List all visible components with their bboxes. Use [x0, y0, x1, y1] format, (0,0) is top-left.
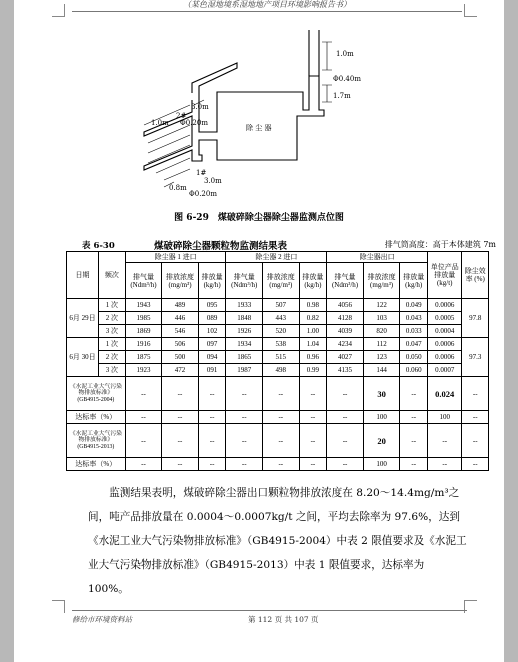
header-outlet: 除尘器出口	[327, 252, 428, 263]
header-conc: 排放浓度 (mg/m³)	[162, 263, 199, 299]
label-upper-left: 1.0m	[151, 119, 169, 127]
table-row: 2 次 1875 500 094 1865 515 0.96 4027 123 0.050 0.0006	[67, 351, 489, 364]
document-page	[14, 0, 504, 662]
table-title: 煤破碎除尘器颗粒物监测结果表	[154, 241, 288, 252]
compliance-row: 达标率（%） -- -- -- -- -- -- -- 100 -- 100 --	[67, 411, 489, 424]
label-diam-top: Φ0.40m	[333, 75, 361, 83]
header-date: 日期	[67, 252, 99, 299]
label-point-1: 1#	[196, 169, 207, 177]
table-number: 表 6-30	[82, 241, 115, 251]
header-inlet-2: 除尘器 2 进口	[226, 252, 327, 263]
page-footer	[72, 610, 467, 624]
header-flow: 排气量 (Ndm³/h)	[125, 263, 162, 299]
standard-row-2004: 《水泥工业大气污染物排放标准》(GB4915-2004) -- -- -- -- -- -- -- 30 -- 0.024 --	[67, 377, 489, 411]
header-rate: 排放量 (kg/h)	[198, 263, 226, 299]
table-row: 2 次 1985 446 089 1848 443 0.82 4128 103 0.043 0.0005	[67, 312, 489, 325]
dimension-lines	[164, 42, 332, 187]
header-rate: 排放量 (kg/h)	[400, 263, 428, 299]
label-lower-left: 0.8m	[169, 184, 187, 192]
monitoring-results-table	[66, 251, 489, 471]
conclusion-paragraph: 监测结果表明，煤破碎除尘器出口颗粒物排放浓度在 8.20～14.4mg/m³之间，吨产品排放量在 0.0004～0.0007kg/t 之间，平均去除率为 97.6%，达到《水泥工业大气污染物排放标准》（GB4915-2004）中表 2 限值要求及《水泥工业大气污染物排放标准》（GB4915-2013）中表 1 限值要求，达标率为 100%。	[88, 487, 467, 595]
page-header: （某色湿地境系湿地地产项目环境影响报告书）	[72, 0, 462, 12]
header-efficiency: 除尘效率 (%)	[462, 252, 489, 299]
crop-mark-top-left	[52, 4, 65, 17]
header-conc: 排放浓度 (mg/m³)	[363, 263, 400, 299]
header-inlet-1: 除尘器 1 进口	[125, 252, 226, 263]
table-row: 3 次 1923 472 091 1987 498 0.99 4135 144 0.060 0.0007	[67, 364, 489, 377]
table-row: 6月 30日 1 次 1916 506 097 1934 538 1.04 4234 112 0.047 0.0006 97.3	[67, 338, 489, 351]
std-2004-conc: 30	[363, 377, 400, 411]
box-label: 除 尘 器	[246, 124, 272, 132]
label-top-dim: 1.0m	[336, 50, 354, 58]
header-conc: 排放浓度 (mg/m³)	[263, 263, 300, 299]
date-cell: 6月 30日	[67, 338, 99, 377]
crop-mark-top-right	[464, 4, 477, 17]
stack	[309, 30, 319, 76]
duct-outline	[144, 63, 324, 170]
figure-caption: 图 6-29 煤破碎除尘器除尘器监测点位图	[174, 213, 344, 223]
footer-org: 修给市环境资料站	[72, 615, 132, 624]
std-2004-unit: 0.024	[428, 377, 462, 411]
std-2013-conc: 20	[363, 424, 400, 458]
label-lower-diam: Φ0.20m	[189, 190, 217, 198]
table-row: 6月 29日 1 次 1943 489 095 1933 507 0.98 4056 122 0.049 0.0006 97.8	[67, 299, 489, 312]
compliance-label: 达标率（%）	[67, 458, 126, 471]
efficiency-cell: 97.8	[462, 299, 489, 338]
monitoring-point-diagram	[134, 30, 394, 200]
header-unit-emission: 单位产品排放量(kg/t)	[428, 252, 462, 299]
compliance-label: 达标率（%）	[67, 411, 126, 424]
efficiency-cell: 97.3	[462, 338, 489, 377]
label-point-2: 2#	[176, 112, 187, 120]
compliance-row: 达标率（%） -- -- -- -- -- -- -- 100 -- -- --	[67, 458, 489, 471]
label-upper-len: 3.0m	[191, 103, 209, 111]
label-lower-len: 3.0m	[204, 177, 222, 185]
label-upper-diam: Φ0.20m	[180, 119, 208, 127]
header-rate: 排放量 (kg/h)	[299, 263, 327, 299]
header-flow: 排气量 (Ndm³/h)	[226, 263, 263, 299]
standard-row-2013: 《水泥工业大气污染物排放标准》(GB4915-2013) -- -- -- -- -- -- -- 20 -- -- --	[67, 424, 489, 458]
label-mid-dim: 1.7m	[333, 92, 351, 100]
date-cell: 6月 29日	[67, 299, 99, 338]
footer-page-number: 第 112 页 共 107 页	[248, 615, 319, 624]
standard-2013-label: 《水泥工业大气污染物排放标准》(GB4915-2013)	[67, 424, 126, 458]
header-flow: 排气量 (Ndm³/h)	[327, 263, 364, 299]
table-row: 3 次 1869 546 102 1926 520 1.00 4039 820 0.033 0.0004	[67, 325, 489, 338]
standard-2004-label: 《水泥工业大气污染物排放标准》(GB4915-2004)	[67, 377, 126, 411]
stack-height: 排气筒高度：高于本体建筑 7m	[384, 240, 496, 249]
header-freq: 频次	[99, 252, 126, 299]
crop-mark-bottom-left	[52, 600, 65, 613]
